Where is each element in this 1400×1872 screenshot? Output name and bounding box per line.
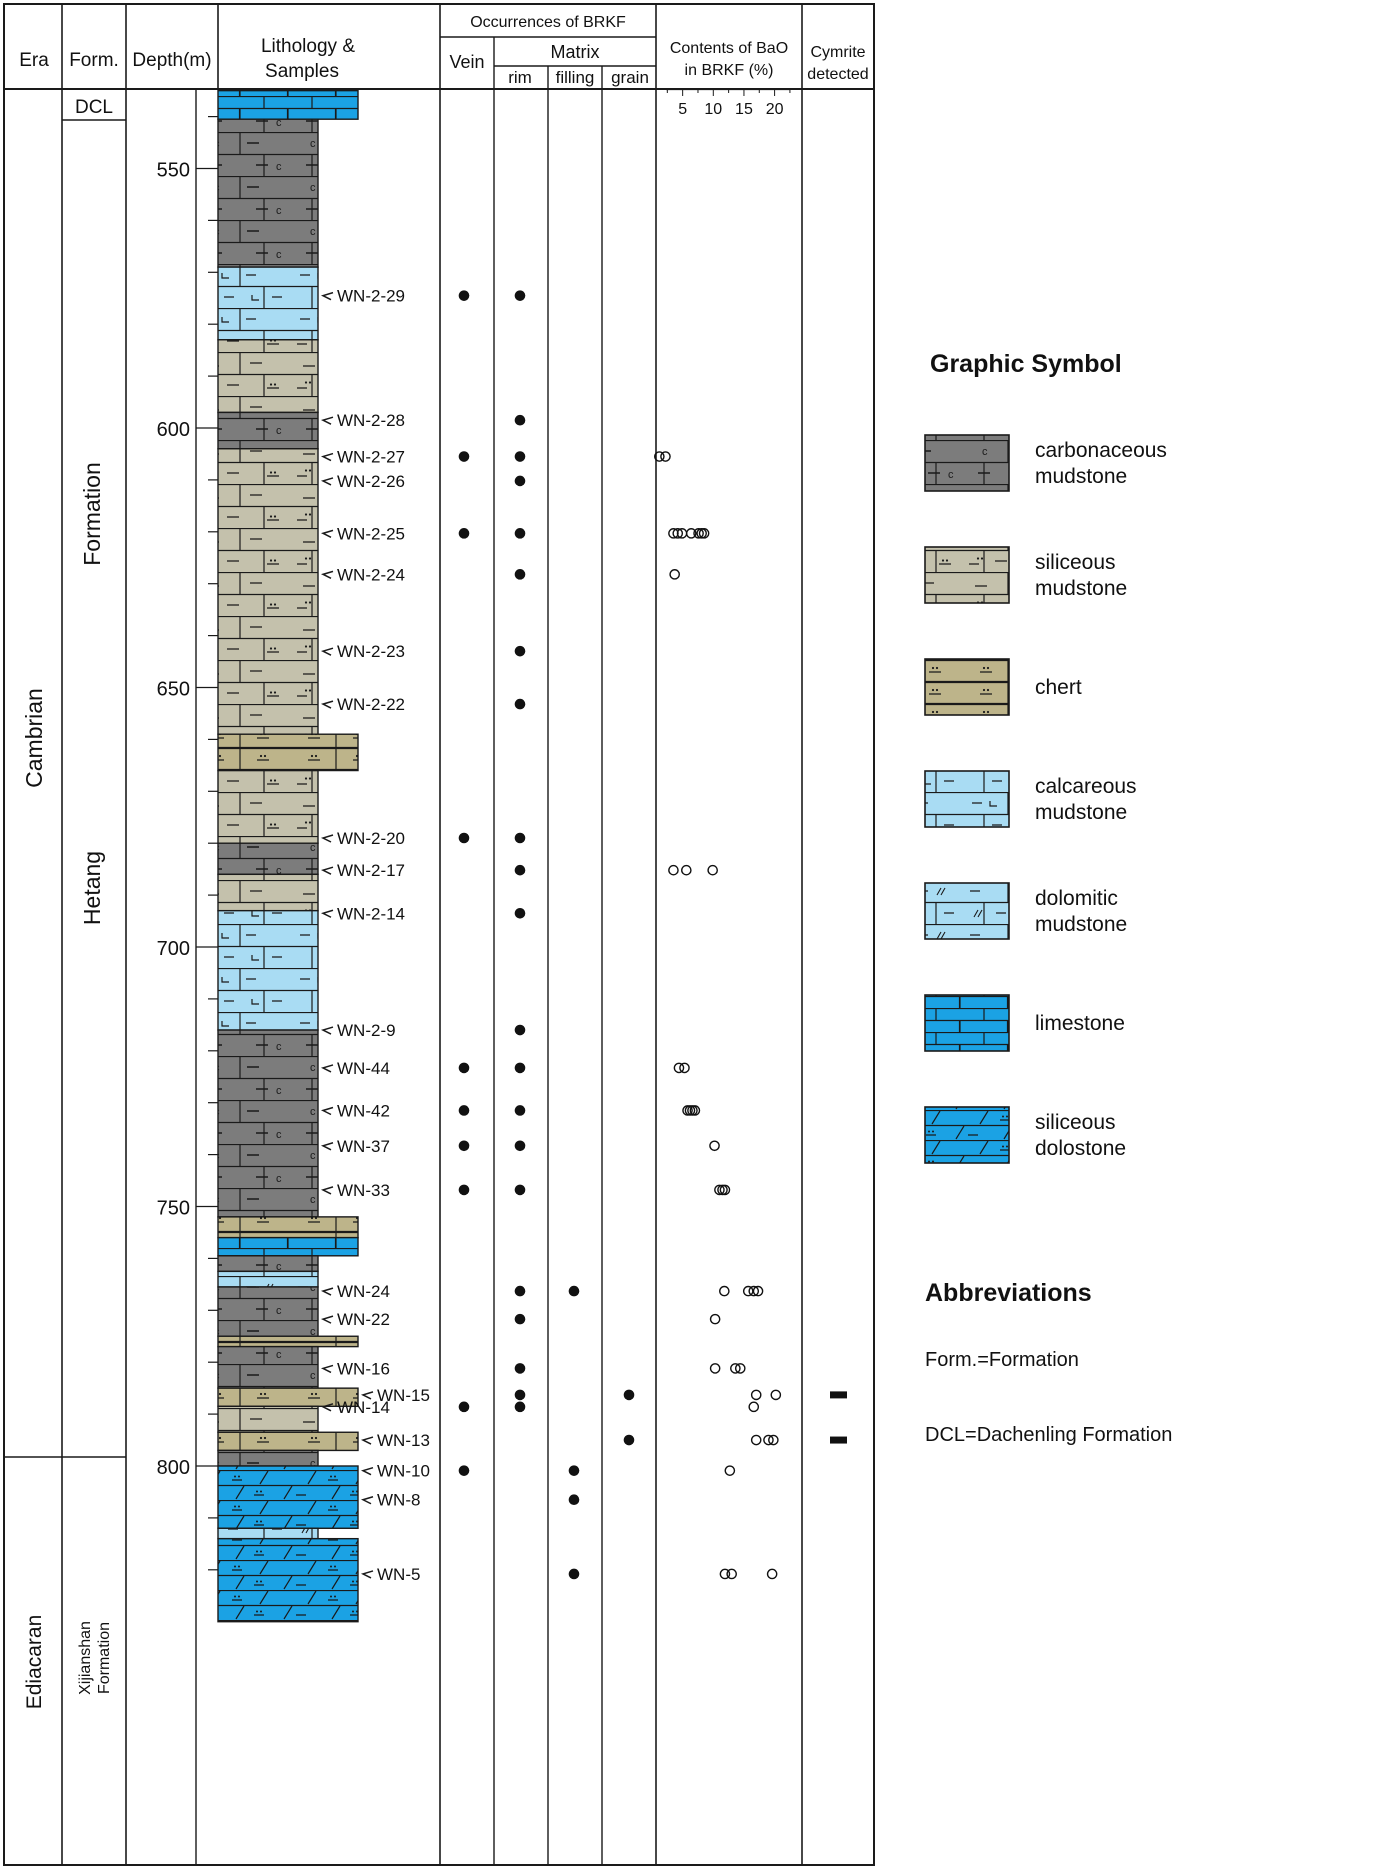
sample-marker [323, 695, 405, 714]
lithology-unit-sil [218, 1406, 318, 1432]
occurrence-dot-rim [515, 699, 526, 710]
sample-marker [323, 1059, 390, 1078]
sample-marker [363, 1565, 420, 1584]
occurrence-dot-rim [515, 865, 526, 876]
occurrence-dot-vein [459, 1402, 470, 1413]
occurrence-dot-rim [515, 833, 526, 844]
sample-label: WN-37 [337, 1136, 390, 1156]
sample-marker [323, 524, 405, 543]
lithology-unit-sil [218, 449, 318, 734]
header-samples: Samples [265, 61, 339, 82]
sample-arrow-icon [323, 701, 333, 708]
occurrence-dot-filling [569, 1569, 580, 1580]
legend-swatch [925, 435, 1009, 491]
bao-point [711, 1315, 720, 1324]
header-bao: Contents of BaO [669, 40, 789, 57]
sample-arrow-icon [323, 867, 333, 874]
occurrence-dot-filling [569, 1465, 580, 1476]
header-grain: grain [611, 68, 649, 87]
sample-arrow-icon [323, 478, 333, 485]
legend-item-chert [925, 659, 1082, 715]
sample-label: WN-2-24 [337, 565, 406, 585]
legend-label: dolomitic [1035, 887, 1118, 910]
occurrence-dot-rim [515, 415, 526, 426]
bao-point [680, 1063, 689, 1072]
abbrev-dcl: DCL=Dachenling Formation [925, 1424, 1173, 1446]
sample-arrow-icon [363, 1571, 373, 1578]
abbrev-form: Form.=Formation [925, 1349, 1079, 1371]
occurrence-dot-rim [515, 476, 526, 487]
depth-tick-label: 600 [156, 419, 190, 441]
bao-tick-label: 15 [735, 101, 753, 118]
sample-label: WN-33 [337, 1180, 390, 1200]
legend-swatch [925, 771, 1009, 827]
legend-label-2: mudstone [1035, 465, 1128, 488]
legend-swatch [925, 659, 1009, 715]
sample-arrow-icon [323, 1027, 333, 1034]
lithology-unit-lime [218, 91, 358, 120]
sample-label: WN-2-27 [337, 447, 406, 467]
bao-point [710, 1141, 719, 1150]
sample-arrow-icon [363, 1497, 373, 1504]
sample-label: WN-15 [377, 1385, 430, 1405]
lithology-unit-sdol [218, 1539, 358, 1622]
occurrence-dot-filling [569, 1286, 580, 1297]
sample-marker [323, 287, 405, 306]
sample-label: WN-2-28 [337, 411, 406, 431]
depth-tick-label: 800 [156, 1457, 190, 1479]
lithology-unit-carb [218, 1347, 318, 1389]
lithology-unit-carb [218, 843, 318, 874]
abbreviations-title: Abbreviations [925, 1279, 1092, 1307]
depth-tick-label: 650 [156, 678, 190, 701]
form-xijianshan: Xijianshan [77, 1621, 94, 1695]
occurrence-dot-rim [515, 1314, 526, 1325]
sample-marker [323, 861, 405, 880]
sample-label: WN-2-26 [337, 471, 406, 491]
sample-marker [323, 1021, 396, 1040]
occurrence-dot-vein [459, 1465, 470, 1476]
cymrite-marker [830, 1391, 847, 1398]
sample-label: WN-2-20 [337, 829, 406, 849]
bao-point [669, 866, 678, 875]
legend-label: siliceous [1035, 1111, 1116, 1134]
lithology-unit-chert [218, 1336, 358, 1346]
legend-swatch [925, 883, 1009, 939]
sample-label: WN-2-29 [337, 286, 406, 306]
form-hetang: Hetang [79, 850, 105, 926]
occurrence-dot-rim [515, 1363, 526, 1374]
bao-point [768, 1569, 777, 1578]
legend-item-sdol [925, 1107, 1126, 1163]
bao-point [752, 1435, 761, 1444]
bao-point [727, 1569, 736, 1578]
bao-point [749, 1402, 758, 1411]
sample-marker [323, 565, 405, 584]
sample-marker [323, 904, 405, 923]
occurrence-dot-vein [459, 1063, 470, 1074]
sample-label: WN-2-9 [337, 1021, 396, 1041]
legend-item-lime [925, 995, 1125, 1051]
sample-label: WN-16 [337, 1359, 390, 1379]
legend-label-2: dolostone [1035, 1137, 1127, 1160]
sample-marker [323, 1282, 390, 1301]
sample-arrow-icon [363, 1468, 373, 1475]
sample-arrow-icon [323, 1143, 333, 1150]
occurrence-dot-rim [515, 569, 526, 580]
sample-marker [323, 1137, 390, 1156]
header-era: Era [19, 50, 49, 71]
depth-tick-label: 550 [156, 159, 190, 182]
legend [925, 350, 1172, 1446]
bao-point [682, 866, 691, 875]
sample-label: WN-2-14 [337, 904, 406, 924]
occurrence-dot-vein [459, 1185, 470, 1196]
occurrence-dot-grain [624, 1390, 635, 1401]
era-cambrian: Cambrian [21, 688, 47, 788]
bao-tick-label: 5 [678, 101, 688, 118]
bao-point [670, 570, 679, 579]
sample-label: WN-14 [337, 1397, 390, 1417]
depth-tick-label: 750 [156, 1197, 190, 1220]
sample-label: WN-2-25 [337, 524, 406, 544]
bao-point [725, 1466, 734, 1475]
form-xijianshan-formation: Formation [96, 1621, 113, 1695]
bao-point [708, 866, 717, 875]
cymrite-marker [830, 1437, 847, 1444]
occurrence-dot-rim [515, 528, 526, 539]
bao-axis [666, 89, 790, 118]
sample-marker [323, 642, 405, 661]
form-dcl: DCL [74, 97, 114, 118]
lithology-unit-carb [218, 412, 318, 448]
depth-axis [157, 117, 218, 1570]
sample-arrow-icon [323, 835, 333, 842]
data-points [459, 290, 847, 1579]
occurrence-dot-grain [624, 1435, 635, 1446]
sample-marker [323, 1359, 390, 1378]
header-occurrences: Occurrences of BRKF [470, 14, 626, 31]
legend-item-calc [925, 771, 1137, 827]
lithology-unit-calc [218, 267, 318, 340]
occurrence-dot-rim [515, 646, 526, 657]
sample-label: WN-2-23 [337, 642, 406, 662]
legend-label: calcareous [1035, 775, 1137, 798]
legend-label-2: mudstone [1035, 801, 1128, 824]
sample-label: WN-10 [377, 1461, 430, 1481]
sample-marker [323, 472, 405, 491]
header-lithology: Lithology & [260, 36, 356, 57]
lithology-column [218, 91, 358, 1622]
sample-label: WN-24 [337, 1282, 390, 1302]
sample-arrow-icon [323, 417, 333, 424]
legend-item-dolo [925, 883, 1127, 939]
bao-tick-label: 10 [704, 101, 723, 118]
table-frame [4, 4, 874, 1865]
sample-marker [323, 1101, 390, 1120]
occurrence-dot-rim [515, 1063, 526, 1074]
header-matrix: Matrix [550, 42, 600, 62]
lithology-unit-dolo [218, 1528, 318, 1538]
sample-marker [323, 829, 405, 848]
occurrence-dot-rim [515, 1390, 526, 1401]
sample-label: WN-13 [377, 1431, 430, 1451]
sample-marker [363, 1462, 430, 1481]
lithology-unit-carb [218, 1030, 318, 1217]
occurrence-dot-rim [515, 1105, 526, 1116]
legend-label: chert [1035, 676, 1082, 699]
bao-tick-label: 20 [765, 101, 784, 118]
sample-label: WN-2-22 [337, 695, 406, 715]
sample-arrow-icon [323, 910, 333, 917]
occurrence-dot-vein [459, 833, 470, 844]
sample-marker [323, 1181, 390, 1200]
occurrence-dot-vein [459, 1105, 470, 1116]
sample-label: WN-2-17 [337, 861, 406, 881]
bao-point [661, 452, 670, 461]
header-depth: Depth(m) [132, 50, 212, 71]
header-vein: Vein [449, 52, 485, 72]
sample-marker [363, 1431, 430, 1450]
sample-arrow-icon [323, 1065, 333, 1072]
header-bao-unit: in BRKF (%) [684, 62, 774, 79]
lithology-unit-sil [218, 340, 318, 413]
occurrence-dot-rim [515, 1286, 526, 1297]
legend-label-2: mudstone [1035, 913, 1128, 936]
sample-arrow-icon [323, 571, 333, 578]
lithology-unit-chert [218, 1432, 358, 1450]
occurrence-dot-rim [515, 1402, 526, 1413]
sample-arrow-icon [323, 1365, 333, 1372]
occurrence-dot-vein [459, 1140, 470, 1151]
occurrence-dot-vein [459, 528, 470, 539]
lithology-unit-carb [218, 1450, 318, 1466]
sample-arrow-icon [363, 1437, 373, 1444]
bao-point [720, 1286, 729, 1295]
header-cymrite-detected: detected [807, 66, 869, 83]
lithology-unit-sil [218, 874, 318, 910]
legend-swatch [925, 995, 1009, 1051]
legend-title: Graphic Symbol [930, 350, 1122, 378]
occurrence-dot-vein [459, 451, 470, 462]
column-headers [19, 14, 868, 87]
header-form: Form. [69, 50, 119, 71]
occurrence-dot-filling [569, 1494, 580, 1505]
sample-arrow-icon [323, 1288, 333, 1295]
sample-marker [363, 1491, 420, 1510]
legend-label: siliceous [1035, 551, 1116, 574]
lithology-unit-calc [218, 911, 318, 1030]
sample-label: WN-42 [337, 1101, 390, 1121]
sample-arrow-icon [323, 1107, 333, 1114]
bao-point [752, 1390, 761, 1399]
lithology-unit-dolo [218, 1271, 318, 1287]
sample-arrow-icon [323, 293, 333, 300]
lithology-unit-chert [218, 734, 358, 770]
sample-label: WN-5 [377, 1564, 421, 1584]
occurrence-dot-rim [515, 451, 526, 462]
header-filling: filling [555, 68, 595, 87]
legend-item-sil [925, 547, 1127, 603]
sample-arrow-icon [323, 1187, 333, 1194]
era-ediacaran: Ediacaran [23, 1614, 46, 1710]
sample-arrow-icon [323, 1316, 333, 1323]
legend-label: limestone [1035, 1012, 1125, 1035]
bao-point [711, 1364, 720, 1373]
occurrence-dot-rim [515, 908, 526, 919]
lithology-unit-carb [218, 1256, 318, 1272]
legend-swatch [925, 1107, 1009, 1163]
sample-arrow-icon [323, 648, 333, 655]
legend-swatch [925, 547, 1009, 603]
sample-arrow-icon [323, 454, 333, 461]
sample-arrow-icon [323, 530, 333, 537]
occurrence-dot-rim [515, 1140, 526, 1151]
lithology-unit-chert [218, 1217, 358, 1238]
sample-label: WN-22 [337, 1310, 390, 1330]
occurrence-dot-vein [459, 290, 470, 301]
occurrence-dot-rim [515, 290, 526, 301]
lithology-unit-carb [218, 1287, 318, 1336]
sample-label: WN-8 [377, 1490, 421, 1510]
sample-marker [323, 411, 405, 430]
legend-item-carb [925, 435, 1167, 491]
header-rim: rim [508, 68, 532, 87]
sample-label: WN-44 [337, 1058, 390, 1078]
sample-marker [323, 1310, 390, 1329]
legend-label: carbonaceous [1035, 439, 1167, 462]
occurrence-dot-rim [515, 1185, 526, 1196]
lithology-unit-sil [218, 771, 318, 844]
lithology-unit-carb [218, 119, 318, 267]
sample-marker [323, 448, 405, 467]
lithology-unit-lime [218, 1238, 358, 1256]
form-hetang-formation: Formation [79, 462, 105, 566]
occurrence-dot-rim [515, 1025, 526, 1036]
depth-tick-label: 700 [156, 938, 190, 960]
header-cymrite: Cymrite [810, 44, 866, 61]
stratigraphy-labels [21, 97, 113, 1709]
lithology-unit-sdol [218, 1466, 358, 1528]
legend-label-2: mudstone [1035, 577, 1128, 600]
bao-point [771, 1390, 780, 1399]
